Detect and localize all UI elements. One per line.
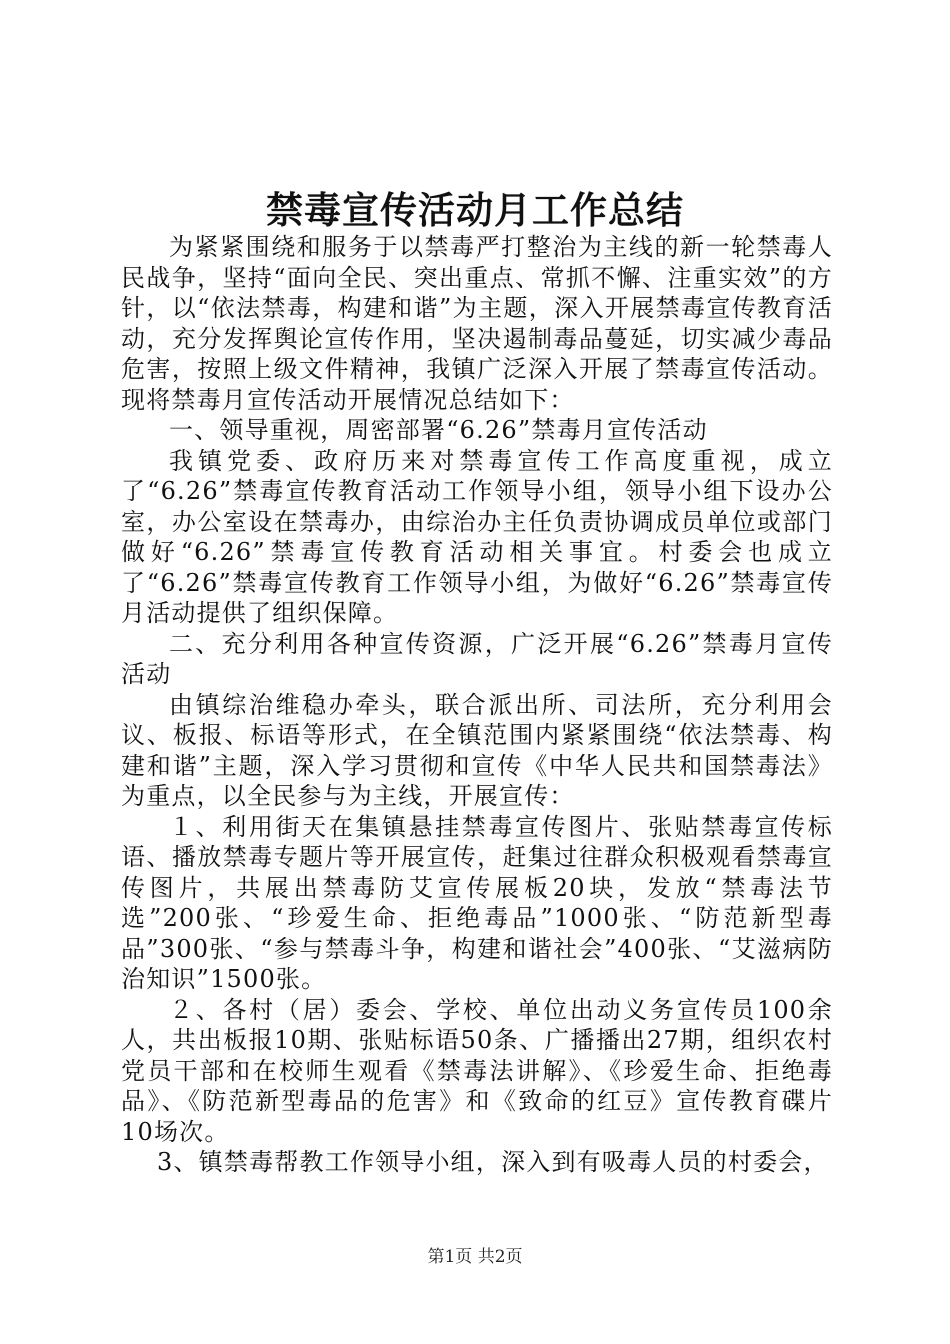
list-item-1: １、利用街天在集镇悬挂禁毒宣传图片、张贴禁毒宣传标语、播放禁毒专题片等开展宣传，赶集过往群众积极观看禁毒宣传图片，共展出禁毒防艾宣传展板20块，发放“禁毒法节选”200张、“珍爱生命、拒绝毒品”1000张、“防范新型毒品”300张、“参与禁毒斗争，构建和谐社会”400张、“艾滋病防治知识”1500张。 [121,812,833,993]
section-heading-1: 一、领导重视，周密部署“6.26”禁毒月宣传活动 [169,416,708,444]
paragraph-intro: 为紧紧围绕和服务于以禁毒严打整治为主线的新一轮禁毒人民战争，坚持“面向全民、突出重点、常抓不懈、注重实效”的方针，以“依法禁毒，构建和谐”为主题，深入开展禁毒宣传教育活动，充分发挥舆论宣传作用，坚决遏制毒品蔓延，切实减少毒品危害，按照上级文件精神，我镇广泛深入开展了禁毒宣传活动。现将禁毒月宣传活动开展情况总结如下： [121,233,833,414]
page-number: 第1页 共2页 [427,1247,523,1267]
list-item-3: 3、镇禁毒帮教工作领导小组，深入到有吸毒人员的村委会， [157,1148,829,1176]
paragraph-section-2: 由镇综治维稳办牵头，联合派出所、司法所，充分利用会议、板报、标语等形式，在全镇范围内紧紧围绕“依法禁毒、构建和谐”主题，深入学习贯彻和宣传《中华人民共和国禁毒法》为重点，以全民参与为主线，开展宣传： [121,690,833,810]
list-item-2: ２、各村（居）委会、学校、单位出动义务宣传员100余人，共出板报10期、张贴标语50条、广播播出27期，组织农村党员干部和在校师生观看《禁毒法讲解》、《珍爱生命、拒绝毒品》、《防范新型毒品的危害》和《致命的红豆》宣传教育碟片10场次。 [121,995,833,1146]
document-title: 禁毒宣传活动月工作总结 [266,188,684,232]
paragraph-section-1: 我镇党委、政府历来对禁毒宣传工作高度重视，成立了“6.26”禁毒宣传教育活动工作领导小组，领导小组下设办公室，办公室设在禁毒办，由综治办主任负责协调成员单位或部门做好“6.26”禁毒宣传教育活动相关事宜。村委会也成立了“6.26”禁毒宣传教育工作领导小组，为做好“6.26”禁毒宣传月活动提供了组织保障。 [121,446,833,627]
section-heading-2: 二、充分利用各种宣传资源，广泛开展“6.26”禁毒月宣传活动 [121,629,833,688]
document-body [121,232,833,1178]
